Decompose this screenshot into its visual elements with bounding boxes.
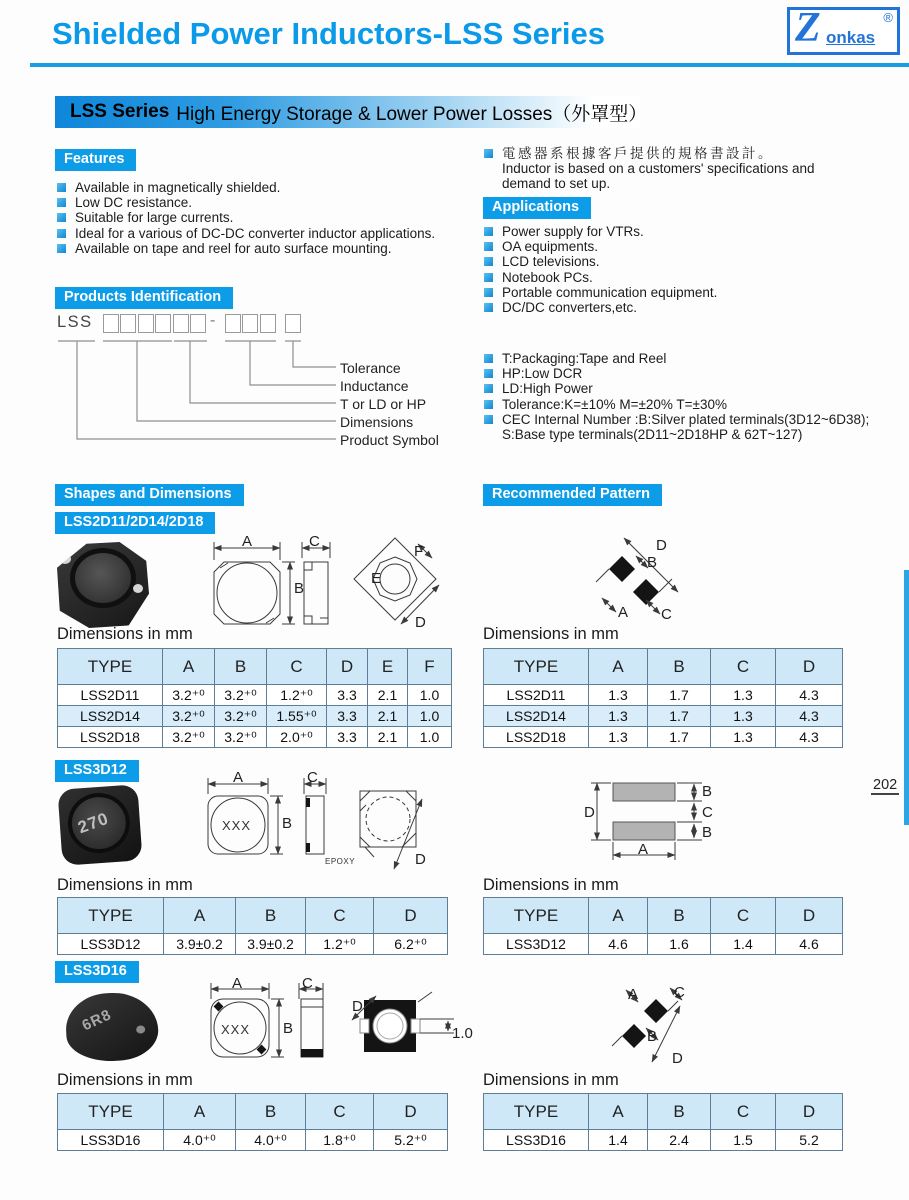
list-item	[484, 351, 904, 366]
list-item-text: Low DC resistance.	[75, 195, 193, 211]
bullet-square-icon	[484, 384, 493, 393]
side-view-drawing-3d12	[299, 776, 333, 860]
table-row	[58, 685, 452, 706]
id-label-product-symbol: Product Symbol	[340, 432, 439, 448]
list-item	[57, 195, 477, 210]
part-number-box	[190, 314, 206, 333]
pattern-drawing-2d	[594, 534, 714, 634]
table-cell: 3.3	[327, 685, 368, 706]
bullet-square-icon	[484, 227, 493, 236]
table-row	[484, 934, 843, 955]
dim-label: D	[415, 851, 426, 868]
table-cell: LSS3D16	[58, 1130, 164, 1151]
column-header: D	[374, 1094, 448, 1130]
table-cell: LSS3D16	[484, 1130, 589, 1151]
bullet-square-icon	[484, 273, 493, 282]
table-cell: 4.6	[589, 934, 648, 955]
table-cell: 3.9±0.2	[164, 934, 236, 955]
bullet-square-icon	[484, 149, 493, 158]
column-header: B	[236, 1094, 306, 1130]
part-number-box	[120, 314, 136, 333]
table-row	[484, 685, 843, 706]
table-header-row	[484, 898, 843, 934]
dim-label: A	[628, 986, 639, 1003]
series-banner	[55, 96, 648, 128]
list-item-text: CEC Internal Number :B:Silver plated terminals(3D12~6D38);	[502, 411, 870, 427]
pattern-dimensions-table-2d	[483, 648, 843, 748]
list-item	[484, 300, 884, 315]
dim-label: A	[242, 533, 253, 550]
dim-label: B	[282, 815, 293, 832]
zonkas-logo	[787, 7, 900, 55]
column-header: TYPE	[484, 898, 589, 934]
part-number-box	[242, 314, 258, 333]
table-cell: 6.2⁺⁰	[374, 934, 448, 955]
list-item	[57, 210, 477, 225]
photo-glint	[59, 554, 71, 564]
table-header-row	[58, 1094, 448, 1130]
column-header: F	[408, 649, 452, 685]
applications-list	[484, 224, 884, 315]
dims-in-mm-label: Dimensions in mm	[57, 1071, 193, 1089]
column-header: TYPE	[484, 649, 589, 685]
table-cell: 2.4	[648, 1130, 711, 1151]
list-item-text: HP:Low DCR	[502, 366, 583, 382]
column-header: D	[776, 649, 843, 685]
logo-text: onkas	[826, 28, 876, 47]
component-photo-lss3d12	[57, 784, 142, 865]
dims-in-mm-label: Dimensions in mm	[483, 1071, 619, 1089]
shape-dimensions-table-2d	[57, 648, 452, 748]
column-header: D	[776, 1094, 843, 1130]
indent-spacer	[484, 179, 493, 188]
table-cell: 1.7	[648, 685, 711, 706]
list-item-text: Available in magnetically shielded.	[75, 180, 281, 195]
list-item	[484, 285, 884, 300]
bullet-square-icon	[57, 213, 66, 222]
table-row	[58, 1130, 448, 1151]
table-cell: 4.3	[776, 685, 843, 706]
side-view-drawing-2d	[294, 538, 338, 636]
dim-label: C	[661, 606, 672, 623]
series-banner-bold: LSS Series	[70, 101, 170, 122]
table-cell: 2.1	[368, 685, 408, 706]
dim-label: F	[414, 543, 424, 560]
part-number-box	[225, 314, 241, 333]
table-cell: LSS2D11	[58, 685, 163, 706]
list-item-text: Ideal for a various of DC-DC converter inductor applications.	[75, 225, 436, 241]
table-cell: 1.0	[408, 727, 452, 748]
table-cell: 1.4	[711, 934, 776, 955]
column-header: C	[711, 649, 776, 685]
bullet-square-icon	[484, 242, 493, 251]
pattern-dimensions-table-3d16	[483, 1093, 843, 1151]
list-item	[484, 254, 884, 269]
bullet-square-icon	[484, 369, 493, 378]
intro-note	[484, 146, 884, 192]
dim-label: C	[307, 769, 318, 786]
dim-label: D	[672, 1050, 683, 1067]
table-cell: 3.2⁺⁰	[215, 727, 267, 748]
table-cell: 1.2⁺⁰	[306, 934, 374, 955]
photo-glint	[136, 1025, 145, 1033]
list-item	[57, 241, 477, 256]
diagonal-view-drawing-2d	[348, 530, 443, 635]
part-marking: 270	[75, 808, 112, 838]
shapes-heading: Shapes and Dimensions	[55, 484, 244, 506]
part-number-box	[155, 314, 171, 333]
part-marking: 6R8	[79, 1006, 115, 1035]
table-row	[58, 934, 448, 955]
list-item	[484, 270, 884, 285]
column-header: D	[776, 898, 843, 934]
logo-z-glyph: Z	[795, 5, 821, 51]
indent-spacer	[484, 430, 493, 439]
column-header: C	[306, 1094, 374, 1130]
dim-label: A	[638, 841, 649, 858]
identification-heading: Products Identification	[55, 287, 233, 309]
dim-label: B	[702, 824, 713, 841]
page-title: Shielded Power Inductors-LSS Series	[52, 16, 605, 51]
dim-label: C	[309, 533, 320, 550]
table-cell: 4.0⁺⁰	[164, 1130, 236, 1151]
table-cell: 5.2	[776, 1130, 843, 1151]
dims-in-mm-label: Dimensions in mm	[483, 625, 619, 643]
subheading-lss3d12: LSS3D12	[55, 760, 139, 782]
column-header: A	[589, 649, 648, 685]
shape-dimensions-table-3d16	[57, 1093, 448, 1151]
bullet-square-icon	[484, 257, 493, 266]
table-cell: 1.3	[589, 727, 648, 748]
subheading-lss2d: LSS2D11/2D14/2D18	[55, 512, 215, 534]
list-item-text: Tolerance:K=±10% M=±20% T=±30%	[502, 396, 727, 412]
decode-list	[484, 351, 904, 442]
column-header: D	[374, 898, 448, 934]
table-cell: 1.3	[711, 727, 776, 748]
list-item	[484, 397, 904, 412]
dim-label: C	[302, 975, 313, 992]
table-cell: 1.0	[408, 685, 452, 706]
column-header: A	[163, 649, 215, 685]
dim-label: B	[294, 580, 305, 597]
component-photo-lss3d16	[64, 991, 159, 1064]
table-row	[484, 1130, 843, 1151]
table-cell: 2.0⁺⁰	[267, 727, 327, 748]
table-row	[484, 727, 843, 748]
intro-en-text: Inductor is based on a customers' specifications and	[502, 161, 815, 177]
table-cell: 3.3	[327, 706, 368, 727]
marking-placeholder: XXX	[222, 818, 252, 833]
list-item-text: LD:High Power	[502, 381, 593, 397]
table-cell: LSS3D12	[58, 934, 164, 955]
dim-label: D	[584, 804, 595, 821]
table-cell: LSS2D11	[484, 685, 589, 706]
bullet-square-icon	[57, 244, 66, 253]
list-item	[484, 427, 904, 442]
dim-label: C	[674, 984, 685, 1001]
table-cell: 1.6	[648, 934, 711, 955]
column-header: TYPE	[58, 1094, 164, 1130]
subheading-lss3d16: LSS3D16	[55, 961, 139, 983]
table-cell: 3.2⁺⁰	[215, 685, 267, 706]
pattern-dimensions-table-3d12	[483, 897, 843, 955]
dim-label: B	[283, 1020, 294, 1037]
part-number-box	[138, 314, 154, 333]
dim-label: A	[232, 975, 243, 992]
part-number-box	[103, 314, 119, 333]
dim-label: A	[233, 769, 244, 786]
id-label-inductance: Inductance	[340, 378, 409, 394]
series-banner-rest: High Energy Storage & Lower Power Losses（外罩型）	[176, 103, 648, 125]
indent-spacer	[484, 164, 493, 173]
column-header: A	[164, 1094, 236, 1130]
dims-in-mm-label: Dimensions in mm	[57, 625, 193, 643]
list-item-text: DC/DC converters,etc.	[502, 300, 638, 316]
list-item	[484, 239, 884, 254]
column-header: B	[648, 649, 711, 685]
dim-label: A	[618, 604, 629, 621]
list-item	[484, 161, 884, 176]
column-header: B	[215, 649, 267, 685]
column-header: C	[711, 1094, 776, 1130]
dim-value-label: 1.0	[452, 1025, 473, 1042]
list-item-text: Notebook PCs.	[502, 269, 593, 285]
table-cell: 3.2⁺⁰	[163, 685, 215, 706]
table-header-row	[58, 649, 452, 685]
table-row	[58, 727, 452, 748]
part-number-prefix: LSS	[57, 313, 93, 331]
part-number-box	[260, 314, 276, 333]
dim-label: C	[702, 804, 713, 821]
dim-label: D	[656, 537, 667, 554]
list-item-text: LCD televisions.	[502, 254, 600, 270]
bullet-square-icon	[484, 415, 493, 424]
header-divider	[30, 63, 909, 67]
dim-label: E	[371, 570, 382, 587]
list-item	[484, 412, 904, 427]
dim-label: D	[352, 998, 363, 1015]
table-cell: LSS2D18	[58, 727, 163, 748]
column-header: D	[327, 649, 368, 685]
table-cell: LSS2D14	[58, 706, 163, 727]
list-item-text: T:Packaging:Tape and Reel	[502, 351, 667, 366]
table-cell: 5.2⁺⁰	[374, 1130, 448, 1151]
column-header: E	[368, 649, 408, 685]
applications-heading: Applications	[483, 197, 591, 219]
coil-face	[70, 548, 136, 608]
bullet-square-icon	[57, 229, 66, 238]
list-item-text: OA equipments.	[502, 239, 599, 255]
table-row	[58, 706, 452, 727]
table-cell: 2.1	[368, 706, 408, 727]
column-header: A	[589, 898, 648, 934]
list-item	[484, 146, 884, 161]
registered-mark-icon: ®	[883, 10, 893, 25]
dim-label: B	[647, 554, 658, 571]
id-label-type: T or LD or HP	[340, 396, 427, 412]
list-item	[57, 180, 477, 195]
bullet-square-icon	[484, 303, 493, 312]
intro-en-text: demand to set up.	[502, 176, 611, 192]
dim-label: B	[702, 783, 713, 800]
table-cell: 3.2⁺⁰	[163, 706, 215, 727]
table-cell: 4.0⁺⁰	[236, 1130, 306, 1151]
features-list	[57, 180, 477, 256]
table-cell: 1.7	[648, 727, 711, 748]
column-header: A	[589, 1094, 648, 1130]
table-cell: 1.5	[711, 1130, 776, 1151]
id-label-tolerance: Tolerance	[340, 360, 401, 376]
component-photo-lss2d	[57, 542, 149, 628]
column-header: C	[711, 898, 776, 934]
table-cell: 1.2⁺⁰	[267, 685, 327, 706]
list-item	[484, 381, 904, 396]
intro-zh-text: 電感器系根據客戶提供的規格書設計。	[502, 146, 774, 161]
bullet-square-icon	[484, 354, 493, 363]
table-cell: 1.3	[589, 706, 648, 727]
table-cell: 1.3	[711, 706, 776, 727]
table-row	[484, 706, 843, 727]
bullet-square-icon	[57, 198, 66, 207]
table-cell: 3.2⁺⁰	[163, 727, 215, 748]
list-item-text: Portable communication equipment.	[502, 284, 718, 300]
dim-label: B	[647, 1028, 658, 1045]
table-cell: 3.3	[327, 727, 368, 748]
table-cell: 1.55⁺⁰	[267, 706, 327, 727]
column-header: B	[236, 898, 306, 934]
table-header-row	[484, 649, 843, 685]
epoxy-label: EPOXY	[325, 857, 356, 866]
id-label-dimensions: Dimensions	[340, 414, 414, 430]
pattern-heading: Recommended Pattern	[483, 484, 662, 506]
table-cell: 3.2⁺⁰	[215, 706, 267, 727]
features-heading: Features	[55, 149, 136, 171]
part-number-box	[173, 314, 189, 333]
table-cell: LSS3D12	[484, 934, 589, 955]
bullet-square-icon	[484, 288, 493, 297]
table-cell: 2.1	[368, 727, 408, 748]
table-cell: 1.7	[648, 706, 711, 727]
side-view-drawing-3d16	[293, 981, 329, 1063]
table-header-row	[58, 898, 448, 934]
table-cell: 3.9±0.2	[236, 934, 306, 955]
list-item	[484, 224, 884, 239]
bullet-square-icon	[484, 400, 493, 409]
bullet-square-icon	[57, 183, 66, 192]
list-item-text: S:Base type terminals(2D11~2D18HP & 62T~127)	[502, 427, 803, 443]
column-header: B	[648, 898, 711, 934]
list-item-text: Suitable for large currents.	[75, 210, 234, 226]
photo-glint	[133, 584, 143, 593]
table-cell: 1.4	[589, 1130, 648, 1151]
table-cell: 1.0	[408, 706, 452, 727]
part-number-hyphen: -	[210, 312, 216, 329]
page-edge-tab	[904, 570, 909, 825]
column-header: TYPE	[58, 898, 164, 934]
table-cell: 1.3	[589, 685, 648, 706]
column-header: TYPE	[58, 649, 163, 685]
table-cell: 4.6	[776, 934, 843, 955]
list-item	[484, 366, 904, 381]
column-header: C	[267, 649, 327, 685]
list-item-text: Available on tape and reel for auto surface mounting.	[75, 240, 392, 256]
diagonal-view-drawing-3d12	[352, 783, 452, 878]
table-cell: 1.8⁺⁰	[306, 1130, 374, 1151]
table-cell: LSS2D18	[484, 727, 589, 748]
column-header: TYPE	[484, 1094, 589, 1130]
table-cell: LSS2D14	[484, 706, 589, 727]
part-number-box	[285, 314, 301, 333]
table-cell: 1.3	[711, 685, 776, 706]
front-view-drawing-2d	[198, 538, 300, 636]
column-header: A	[164, 898, 236, 934]
column-header: C	[306, 898, 374, 934]
list-item	[57, 226, 477, 241]
page-number: 202	[873, 777, 898, 793]
dims-in-mm-label: Dimensions in mm	[57, 876, 193, 894]
shape-dimensions-table-3d12	[57, 897, 448, 955]
marking-placeholder: XXX	[221, 1022, 251, 1037]
table-header-row	[484, 1094, 843, 1130]
list-item	[484, 176, 884, 191]
table-cell: 4.3	[776, 727, 843, 748]
column-header: B	[648, 1094, 711, 1130]
table-cell: 4.3	[776, 706, 843, 727]
list-item-text: Power supply for VTRs.	[502, 224, 644, 239]
dims-in-mm-label: Dimensions in mm	[483, 876, 619, 894]
dim-label: D	[415, 614, 426, 631]
